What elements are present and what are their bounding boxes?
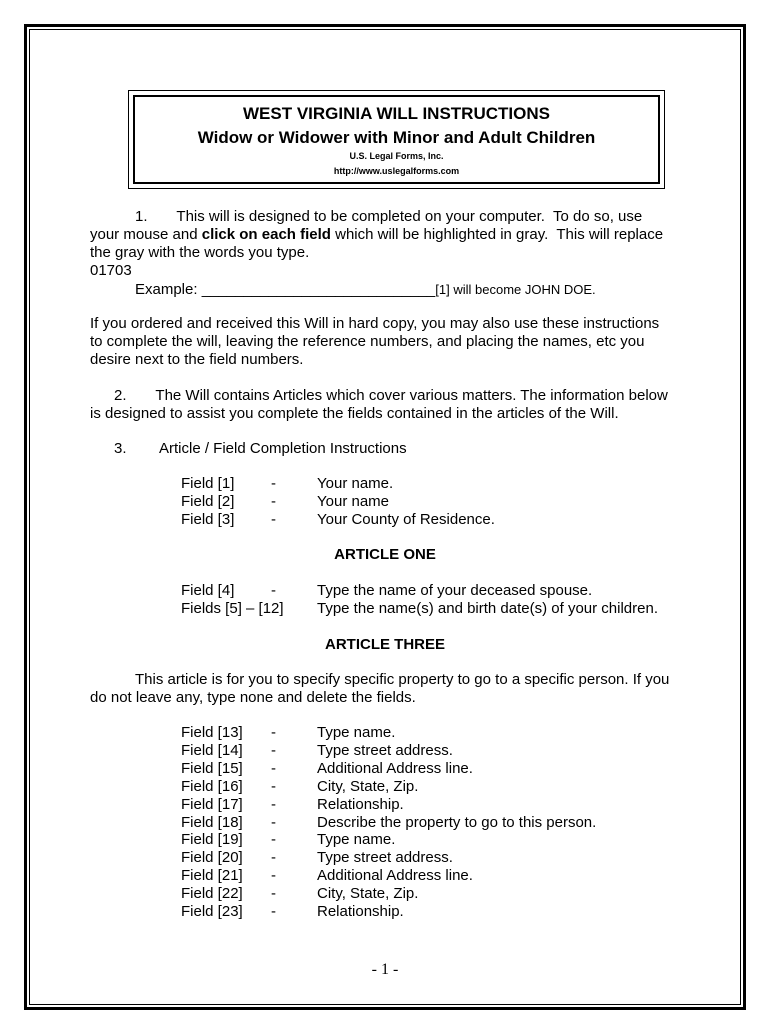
click-on-each-field-text: click on each field bbox=[201, 226, 331, 243]
example-line: Example: ____________________________[1] will become JOHN DOE. bbox=[135, 281, 596, 298]
field-label: Field [17] bbox=[181, 796, 243, 813]
field-description: Type the name of your deceased spouse. bbox=[317, 582, 593, 599]
company-url: http://www.uslegalforms.com bbox=[333, 166, 460, 176]
field-description: Describe the property to go to this person. bbox=[317, 814, 597, 831]
field-description: Type name. bbox=[317, 724, 396, 741]
field-description: Your name. bbox=[317, 475, 394, 492]
page-number: - 1 - bbox=[371, 961, 399, 978]
field-label: Field [4] bbox=[181, 582, 235, 599]
field-label: Field [15] bbox=[181, 760, 243, 777]
para1-line3: the gray with the words you type. bbox=[90, 244, 310, 261]
para2-line1: If you ordered and received this Will in hard copy, you may also use these instructions bbox=[90, 315, 660, 332]
field-label: Field [20] bbox=[181, 849, 243, 866]
field-description: City, State, Zip. bbox=[317, 778, 419, 795]
field-label: Field [1] bbox=[181, 475, 235, 492]
para2-line3: desire next to the field numbers. bbox=[90, 351, 304, 368]
article-three-line1: This article is for you to specify specific property to go to a specific person. If you bbox=[135, 671, 670, 688]
document-subtitle: Widow or Widower with Minor and Adult Children bbox=[197, 128, 596, 147]
field-description: Type street address. bbox=[317, 742, 453, 759]
form-code: 01703 bbox=[90, 262, 132, 279]
field-description: Type the name(s) and birth date(s) of your children. bbox=[317, 600, 659, 617]
field-label: Field [22] bbox=[181, 885, 243, 902]
para3-line2: is designed to assist you complete the fields contained in the articles of the Will. bbox=[90, 405, 619, 422]
field-description: Type street address. bbox=[317, 849, 453, 866]
para2-line2: to complete the will, leaving the reference numbers, and placing the names, etc you bbox=[90, 333, 645, 350]
section3-title: Article / Field Completion Instructions bbox=[159, 440, 407, 457]
article-three-heading: ARTICLE THREE bbox=[325, 636, 445, 653]
field-label: Field [19] bbox=[181, 831, 243, 848]
field-label: Field [21] bbox=[181, 867, 243, 884]
para1-line1: 1. This will is designed to be completed on your computer. To do so, use bbox=[135, 208, 643, 225]
company-name: U.S. Legal Forms, Inc. bbox=[349, 151, 444, 161]
field-description: Your name bbox=[317, 493, 389, 510]
field-label: Field [3] bbox=[181, 511, 235, 528]
field-label: Field [16] bbox=[181, 778, 243, 795]
para1-line2: your mouse and click on each field which will be highlighted in gray. This will replace bbox=[90, 226, 664, 243]
field-label: Field [23] bbox=[181, 903, 243, 920]
field-label: Field [13] bbox=[181, 724, 243, 741]
field-description: Your County of Residence. bbox=[317, 511, 495, 528]
field-label: Field [2] bbox=[181, 493, 235, 510]
para3-line1: 2. The Will contains Articles which cover various matters. The information below bbox=[114, 387, 668, 404]
field-description: Relationship. bbox=[317, 903, 404, 920]
field-label: Field [18] bbox=[181, 814, 243, 831]
field-description: Additional Address line. bbox=[317, 760, 473, 777]
field-label: Field [14] bbox=[181, 742, 243, 759]
field-label: Fields [5] – [12] bbox=[181, 600, 284, 617]
article-three-line2: do not leave any, type none and delete the fields. bbox=[90, 689, 416, 706]
field-description: Relationship. bbox=[317, 796, 404, 813]
section3-number: 3. bbox=[114, 440, 127, 457]
field-description: Additional Address line. bbox=[317, 867, 473, 884]
article-one-heading: ARTICLE ONE bbox=[334, 546, 436, 563]
document-title: WEST VIRGINIA WILL INSTRUCTIONS bbox=[243, 104, 550, 123]
field-description: Type name. bbox=[317, 831, 396, 848]
field-description: City, State, Zip. bbox=[317, 885, 419, 902]
